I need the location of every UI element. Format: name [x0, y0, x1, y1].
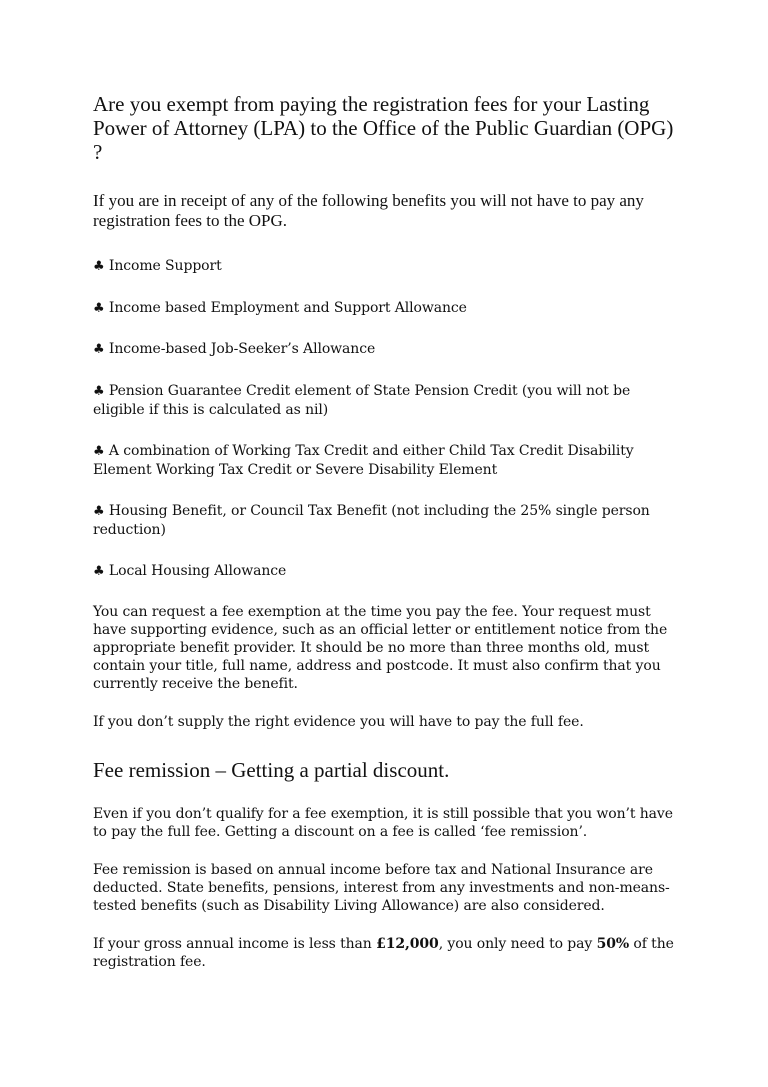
document-page	[93, 92, 675, 991]
exemption-evidence-paragraph: You can request a fee exemption at the time you pay the fee. Your request must have supporting evidence, such as an official letter or entitlement notice from the appropriate benefit provider. It should be no more than three months old, must contain your title, full name, address and postcode. It must also confirm that you currently receive the benefit.	[93, 604, 668, 692]
income-text-after: of the registration fee.	[93, 936, 674, 970]
club-bullet-icon: ♣	[93, 383, 105, 399]
income-threshold-paragraph	[93, 935, 675, 971]
benefit-label: Income based Employment and Support Allowance	[108, 299, 467, 316]
benefit-label: Income Support	[108, 258, 222, 274]
income-text-before: If your gross annual income is less than	[93, 936, 377, 952]
list-item	[93, 340, 675, 360]
benefit-label: Local Housing Allowance	[108, 562, 287, 579]
list-item	[93, 562, 675, 582]
club-bullet-icon: ♣	[93, 443, 105, 459]
benefit-label: A combination of Working Tax Credit and either Child Tax Credit Disability Element Working Tax Credit or Severe Disability Element	[93, 442, 634, 478]
income-threshold-value: £12,000	[376, 936, 439, 952]
list-item	[93, 382, 675, 420]
intro-paragraph: If you are in receipt of any of the following benefits you will not have to pay any registration fees to the OPG.	[93, 191, 644, 230]
document-title: Are you exempt from paying the registration fees for your Lasting Power of Attorney (LPA) to the Office of the Public Guardian (OPG) ?	[93, 92, 674, 164]
list-item	[93, 442, 675, 480]
club-bullet-icon: ♣	[93, 342, 105, 357]
list-item	[93, 257, 675, 277]
remission-heading: Fee remission – Getting a partial discount.	[93, 758, 450, 782]
club-bullet-icon: ♣	[93, 503, 105, 519]
benefit-label: Pension Guarantee Credit element of State Pension Credit (you will not be eligible if this is calculated as nil)	[93, 382, 631, 418]
club-bullet-icon: ♣	[93, 563, 105, 579]
benefits-list	[93, 257, 675, 581]
discount-percent-value: 50%	[596, 936, 630, 952]
list-item	[93, 502, 675, 540]
income-text-middle: , you only need to pay	[438, 936, 597, 952]
list-item	[93, 299, 675, 319]
benefit-label: Income-based Job-Seeker’s Allowance	[108, 341, 376, 357]
club-bullet-icon: ♣	[93, 259, 105, 274]
full-fee-warning-paragraph: If you don’t supply the right evidence you will have to pay the full fee.	[93, 714, 584, 730]
remission-intro-paragraph: Even if you don’t qualify for a fee exemption, it is still possible that you won’t have to pay the full fee. Getting a discount on a fee is called ‘fee remission’.	[93, 806, 673, 840]
club-bullet-icon: ♣	[93, 300, 105, 316]
benefit-label: Housing Benefit, or Council Tax Benefit (not including the 25% single person reduction)	[93, 502, 650, 538]
remission-income-basis-paragraph: Fee remission is based on annual income before tax and National Insurance are deducted. State benefits, pensions, interest from any investments and non-means-tested benefits (such as Disability Living Allowance) are also considered.	[93, 862, 670, 914]
